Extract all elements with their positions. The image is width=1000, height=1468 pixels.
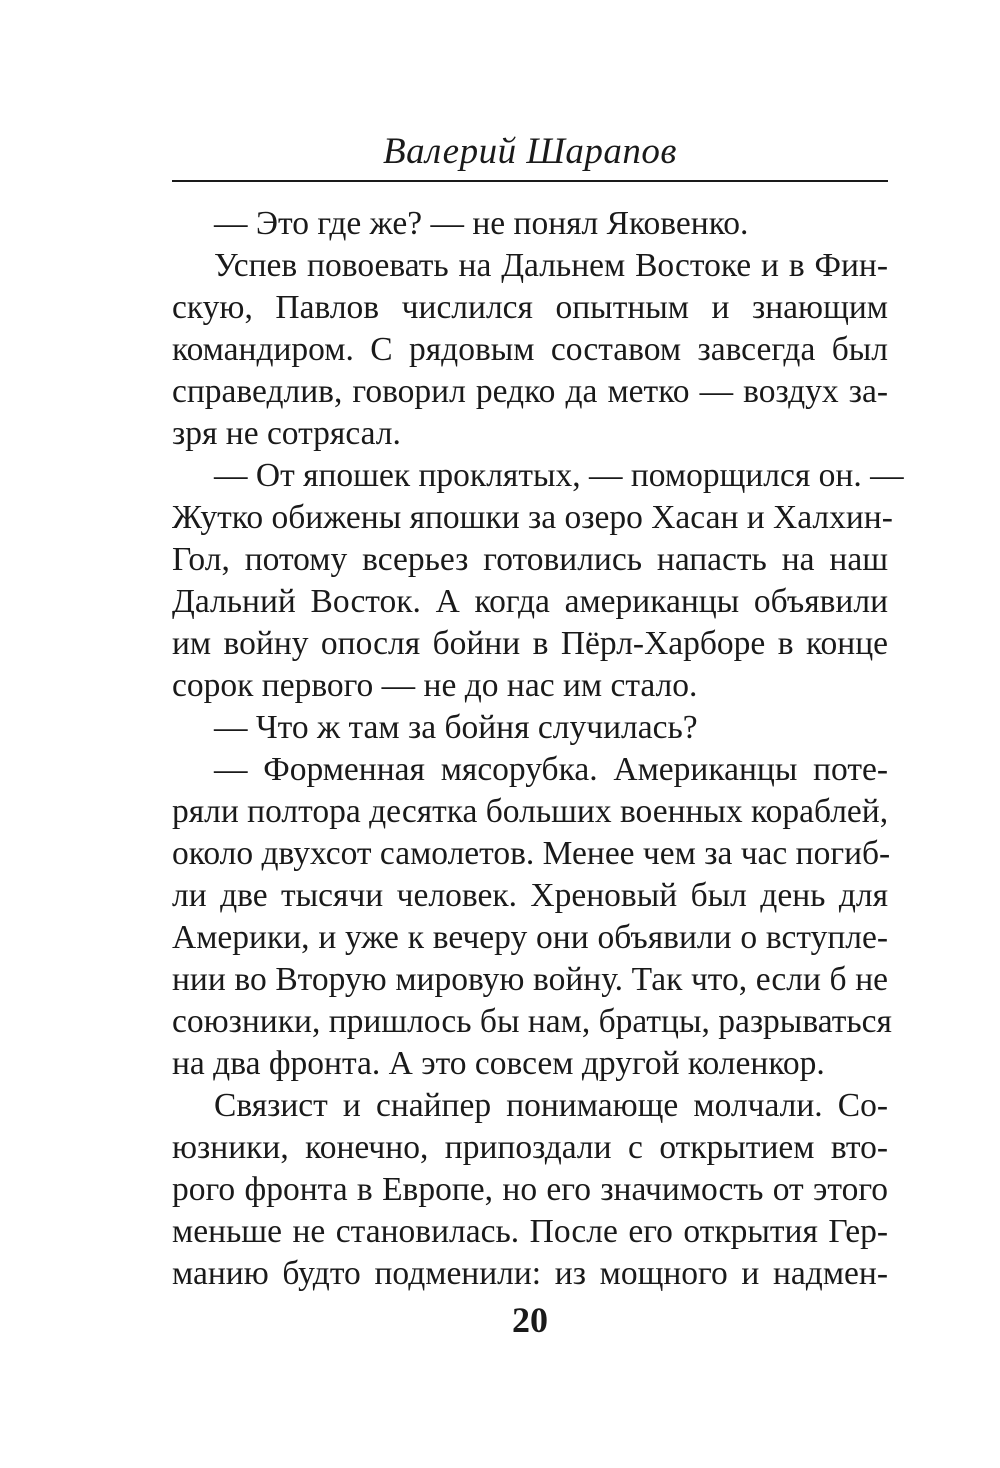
text-line: ряли полтора десятка больших военных кораблей,: [172, 793, 889, 830]
text-line: Гол, потому всерьез готовились напасть на наш: [172, 541, 888, 578]
text-line: Жутко обижены япошки за озеро Хасан и Халхин-: [172, 499, 893, 536]
header-rule: [172, 180, 888, 182]
text-line: на два фронта. А это совсем другой коленкор.: [172, 1045, 825, 1082]
text-line: рого фронта в Европе, но его значимость от этого: [172, 1171, 888, 1208]
text-line: скую, Павлов числился опытным и знающим: [172, 289, 888, 326]
text-line: юзники, конечно, припоздали с открытием вто-: [172, 1129, 888, 1166]
text-line: около двухсот самолетов. Менее чем за час погиб-: [172, 835, 891, 872]
text-line: Связист и снайпер понимающе молчали. Со-: [214, 1087, 888, 1124]
text-line: — Что ж там за бойня случилась?: [214, 709, 698, 746]
text-line: меньше не становилась. После его открытия Гер-: [172, 1213, 888, 1250]
text-line: ли две тысячи человек. Хреновый был день для: [172, 877, 888, 914]
text-line: Дальний Восток. А когда американцы объявили: [172, 583, 888, 620]
text-line: Америки, и уже к вечеру они объявили о вступле-: [172, 919, 888, 956]
text-line: — Форменная мясорубка. Американцы поте-: [214, 751, 888, 788]
text-line: — От япошек проклятых, — поморщился он. —: [214, 457, 904, 494]
page-number: 20: [512, 1300, 548, 1340]
text-line: им войну опосля бойни в Пёрл-Харборе в конце: [172, 625, 888, 662]
text-line: зря не сотрясал.: [172, 415, 401, 452]
text-line: справедлив, говорил редко да метко — воздух за-: [172, 373, 888, 410]
text-line: — Это где же? — не понял Яковенко.: [214, 205, 749, 242]
text-line: союзники, пришлось бы нам, братцы, разрываться: [172, 1003, 892, 1040]
text-line: командиром. С рядовым составом завсегда был: [172, 331, 888, 368]
text-line: нии во Вторую мировую войну. Так что, если б не: [172, 961, 888, 998]
text-line: Успев повоевать на Дальнем Востоке и в Фин-: [214, 247, 888, 284]
text-line: сорок первого — не до нас им стало.: [172, 667, 698, 704]
running-header-author: Валерий Шарапов: [383, 131, 677, 172]
text-line: манию будто подменили: из мощного и надмен-: [172, 1255, 888, 1292]
